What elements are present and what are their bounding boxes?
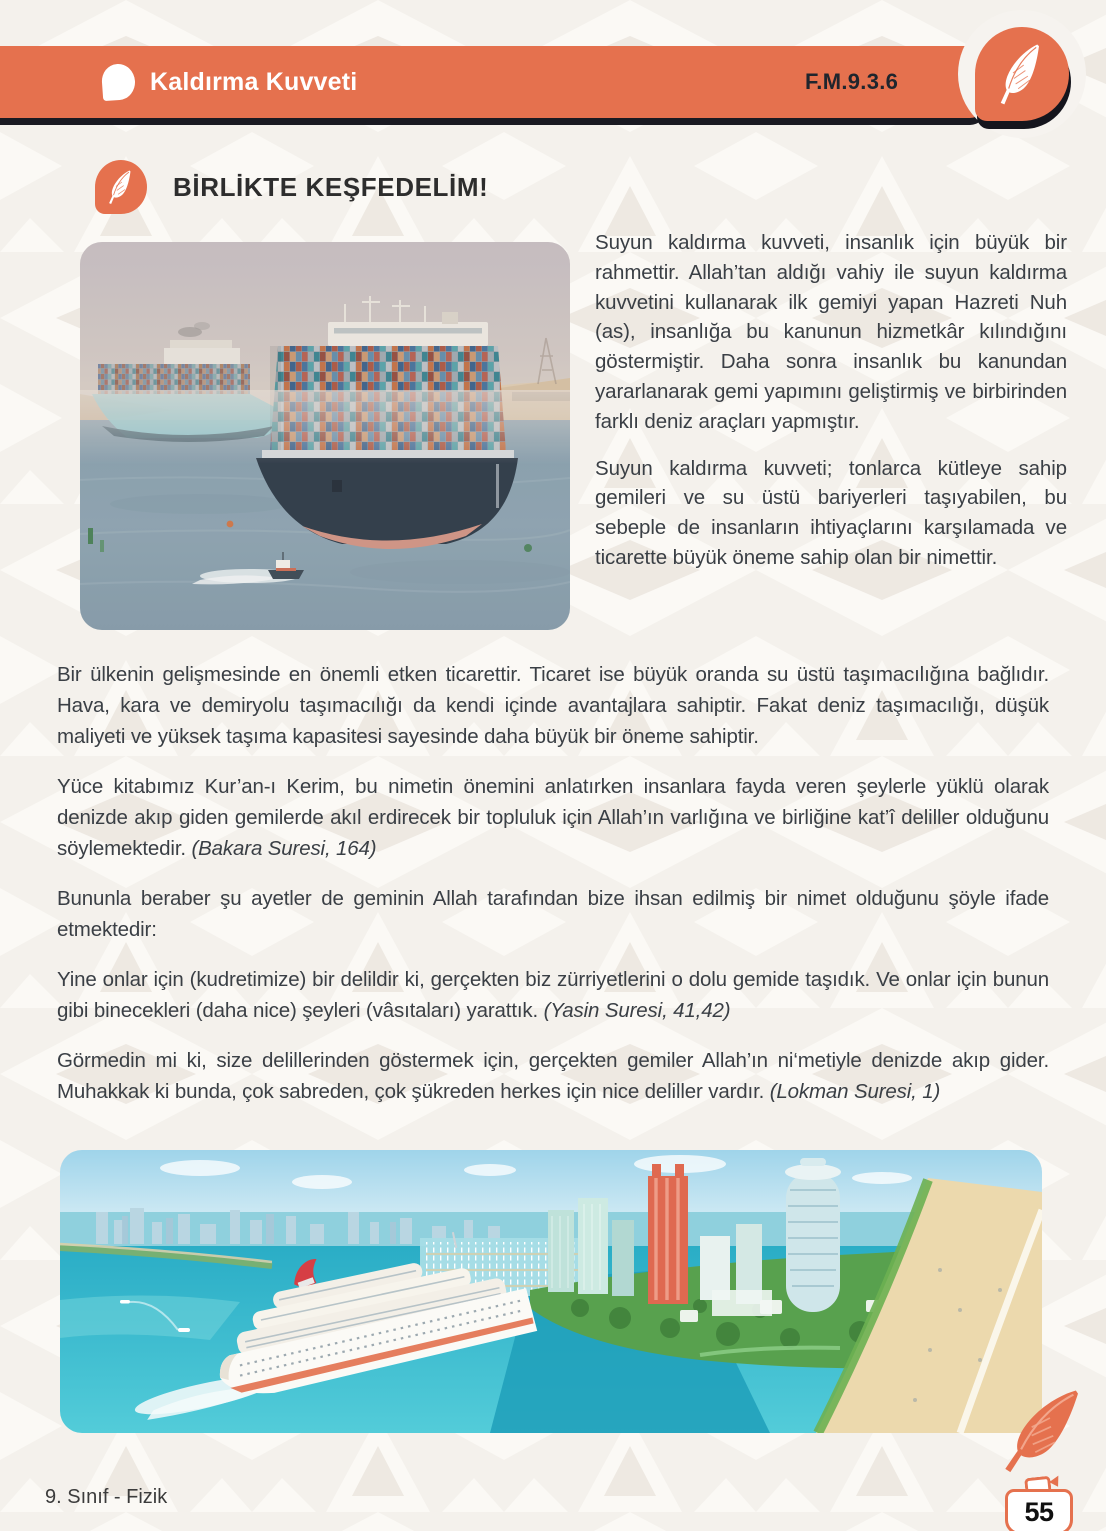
- course-label: 9. Sınıf - Fizik: [45, 1486, 168, 1508]
- intro-paragraph: Suyun kaldırma kuvveti; tonlarca kütleye sahip gemileri ve su üstü bariyerleri taşıyabilen, bu sebeple de insanların ihtiyaçlarını karşılamada ve ticarette büyük öneme sahip olan bir nimettir.: [595, 456, 1067, 569]
- section-heading: BİRLİKTE KEŞFEDELİM!: [173, 171, 489, 202]
- cruise-ship-city-illustration: [60, 1150, 1042, 1433]
- body-paragraph: Bir ülkenin gelişmesinde en önemli etken ticarettir. Ticaret ise büyük oranda su üstü taşımacılığına bağlıdır. Hava, kara ve demiryolu taşımacılığı da kendi içinde avantajlara sahiptir. Fakat deniz taşımacılığı, düşük maliyeti ve yüksek taşıma kapasitesi sayesinde daha büyük bir öneme sahiptir.: [57, 663, 1049, 748]
- suez-ships-photo: [80, 242, 570, 630]
- inkwell-icon: [1005, 1489, 1073, 1531]
- drop-icon: [101, 63, 136, 101]
- paragraph-text: Yine onlar için (kudretimize) bir delildir ki, gerçekten biz zürriyetlerini o dolu gemide taşıdık. Ve onlar için bunun gibi binecekleri (daha nice) şeyleri (vâsıtaları) yarattık.: [57, 968, 1049, 1022]
- body-paragraph: [57, 964, 1049, 1026]
- paragraph-text: Yüce kitabımız Kur’an-ı Kerim, bu nimetin önemini anlatırken insanlara fayda veren şeylerle yüklü olarak denizde akıp giden gemilerde akıl erdirecek bir topluluk için Allah’ın varlığına ve birliğine kat’î deliller olduğunu söylemektedir.: [57, 775, 1049, 860]
- chapter-header-bar: [0, 46, 986, 118]
- feather-badge: [975, 27, 1069, 121]
- curriculum-code: F.M.9.3.6: [805, 69, 899, 94]
- body-paragraph: Bununla beraber şu ayetler de geminin Allah tarafından bize ihsan edilmiş bir nimet olduğunu şöyle ifade etmektedir:: [57, 887, 1049, 941]
- intro-paragraph: Suyun kaldırma kuvveti, insanlık için büyük bir rahmettir. Allah’tan aldığı vahiy ile suyun kaldırma kuvvetini kullanarak ilk gemiyi yapan Hazreti Nuh (as), insanlığa bu kanunun hizmetkâr kılındığını göstermiştir. Daha sonra insanlık bu kanundan yararlanarak gemi yapımını geliştirmiş ve birbirinden farklı deniz araçları yapmıştır.: [595, 231, 1067, 433]
- feather-icon: [996, 38, 1049, 110]
- body-paragraph: [57, 1045, 1049, 1107]
- verse-reference: (Bakara Suresi, 164): [191, 837, 377, 860]
- page-number: 55: [1024, 1496, 1054, 1527]
- intro-text-column: [595, 228, 1067, 590]
- quill-icon: [996, 1371, 1094, 1491]
- feather-drop-icon: [95, 160, 147, 214]
- container-ships-illustration: [80, 242, 570, 630]
- paragraph-text: Görmedin mi ki, size delillerinden göstermek için, gerçekten gemiler Allah’ın ni‘metiyle denizde akıp gider. Muhakkak ki bunda, çok sabreden, çok şükreden herkes için nice deliller vardır.: [57, 1049, 1049, 1103]
- body-paragraph: [57, 771, 1049, 864]
- feather-icon: [106, 167, 136, 208]
- verse-reference: (Yasin Suresi, 41,42): [543, 999, 731, 1022]
- page-number-badge: [995, 1383, 1101, 1531]
- verse-reference: (Lokman Suresi, 1): [769, 1080, 941, 1103]
- chapter-title: Kaldırma Kuvveti: [150, 67, 358, 96]
- body-text: [57, 659, 1049, 1126]
- section-head: [95, 160, 488, 214]
- miami-harbor-photo: [60, 1150, 1042, 1433]
